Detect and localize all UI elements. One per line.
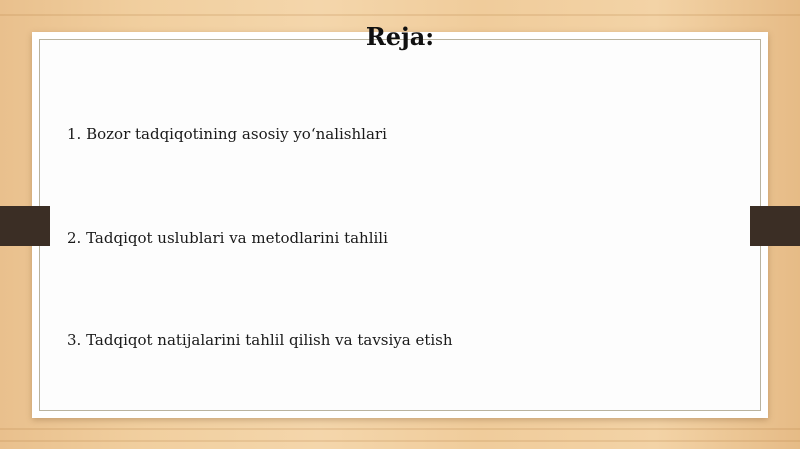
wood-grain [0, 428, 800, 430]
plan-item-2: 2. Tadqiqot uslublari va metodlarini tahlili [67, 229, 388, 247]
right-tab-decoration [750, 206, 800, 246]
slide-title: Reja: [365, 22, 435, 51]
plan-item-1: 1. Bozor tadqiqotining asosiy yo‘nalishlari [67, 125, 387, 143]
wood-grain [0, 440, 800, 442]
slide-card [32, 32, 768, 418]
slide-frame [39, 39, 761, 411]
left-tab-decoration [0, 206, 50, 246]
wood-grain [0, 14, 800, 16]
plan-item-3: 3. Tadqiqot natijalarini tahlil qilish va tavsiya etish [67, 331, 453, 349]
